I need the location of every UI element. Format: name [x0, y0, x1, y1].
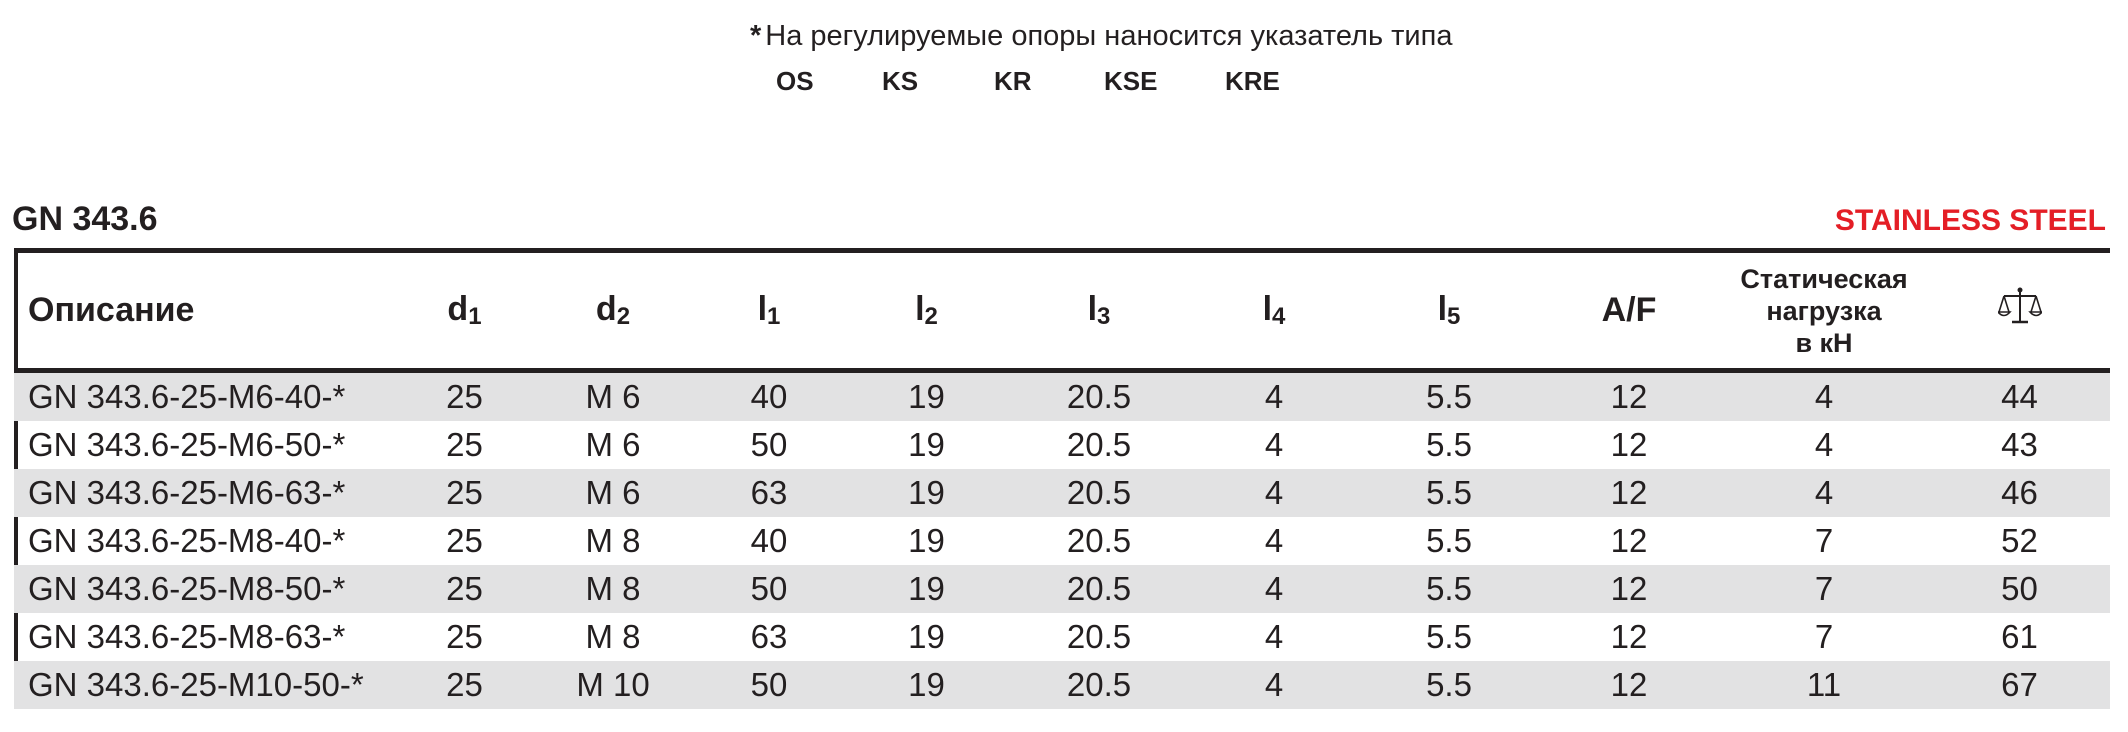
cell-l5: 5.5	[1359, 371, 1539, 422]
cell-l5: 5.5	[1426, 426, 1472, 463]
cell-load: 11	[1719, 661, 1929, 709]
material-label: STAINLESS STEEL	[1834, 204, 2106, 237]
cell-l5: 5.5	[1426, 618, 1472, 655]
cell-desc: GN 343.6-25-M6-63-*	[14, 469, 397, 517]
cell-l4: 4	[1189, 371, 1359, 422]
cell-d2: M 8	[585, 522, 641, 559]
cell-af: 12	[1539, 371, 1719, 422]
table-row	[14, 565, 2110, 613]
cell-d2: M 8	[585, 618, 641, 655]
cell-weight: 46	[1929, 469, 2110, 517]
table-row	[14, 661, 2110, 709]
header-l3: $l_3$	[1009, 253, 1189, 371]
cell-d1: 25	[397, 565, 532, 613]
cell-l4: 4	[1264, 618, 1284, 655]
type-ks: KS	[882, 66, 919, 96]
cell-weight: 61	[2001, 618, 2038, 655]
table-row	[14, 517, 2110, 565]
header-l1: $l_1$	[694, 253, 844, 371]
scale-icon	[1998, 286, 2042, 335]
cell-l4: 4	[1264, 522, 1284, 559]
cell-d1: 25	[446, 522, 483, 559]
cell-desc: GN 343.6-25-M8-40-*	[28, 522, 346, 559]
cell-desc: GN 343.6-25-M8-63-*	[28, 618, 346, 655]
cell-l5: 5.5	[1359, 565, 1539, 613]
cell-l1: 50	[694, 565, 844, 613]
cell-af: 12	[1610, 522, 1648, 559]
cell-l2: 19	[908, 426, 945, 463]
cell-d1: 25	[446, 618, 483, 655]
cell-af: 12	[1539, 469, 1719, 517]
cell-l3: 20.5	[1009, 469, 1189, 517]
cell-l1: 40	[694, 371, 844, 422]
cell-l1: 50	[750, 426, 788, 463]
cell-l1: 63	[750, 618, 788, 655]
cell-d1: 25	[446, 426, 483, 463]
type-indicator-list	[0, 66, 2128, 106]
type-kr: KR	[994, 66, 1032, 96]
cell-load: 7	[1814, 618, 1834, 655]
cell-l4: 4	[1189, 565, 1359, 613]
header-description: Описание	[14, 253, 397, 371]
header-l5: $l_5$	[1359, 253, 1539, 371]
cell-af: 12	[1610, 618, 1648, 655]
cell-d2: M 6	[585, 426, 641, 463]
cell-l4: 4	[1189, 661, 1359, 709]
table-header-row	[14, 253, 2110, 371]
cell-d1: 25	[397, 371, 532, 422]
header-af: A/F	[1539, 253, 1719, 371]
cell-desc: GN 343.6-25-M10-50-*	[14, 661, 397, 709]
cell-af: 12	[1539, 565, 1719, 613]
header-d1: $d_1$	[397, 253, 532, 371]
cell-d2: M 8	[532, 565, 694, 613]
cell-desc: GN 343.6-25-M6-50-*	[28, 426, 346, 463]
cell-d2: M 10	[532, 661, 694, 709]
cell-desc: GN 343.6-25-M6-40-*	[14, 371, 397, 422]
cell-l2: 19	[844, 371, 1009, 422]
cell-l1: 50	[694, 661, 844, 709]
cell-l2: 19	[844, 469, 1009, 517]
cell-af: 12	[1539, 661, 1719, 709]
cell-d2: M 6	[532, 469, 694, 517]
cell-d1: 25	[397, 469, 532, 517]
cell-l4: 4	[1189, 469, 1359, 517]
type-note-text: На регулируемые опоры наносится указатель типа	[765, 20, 1453, 52]
cell-l1: 40	[750, 522, 788, 559]
header-d2: $d_2$	[532, 253, 694, 371]
cell-l5: 5.5	[1359, 469, 1539, 517]
cell-weight: 67	[1929, 661, 2110, 709]
cell-d1: 25	[397, 661, 532, 709]
cell-l2: 19	[908, 522, 945, 559]
header-weight	[1929, 253, 2110, 371]
type-note	[750, 20, 1452, 53]
cell-weight: 52	[2001, 522, 2038, 559]
header-static-load: Статическая нагрузка в кН	[1719, 253, 1929, 371]
cell-l2: 19	[908, 618, 945, 655]
cell-l3: 20.5	[1009, 371, 1189, 422]
cell-load: 4	[1719, 469, 1929, 517]
cell-l3: 20.5	[1009, 565, 1189, 613]
product-code: GN 343.6	[12, 200, 158, 238]
cell-l2: 19	[844, 661, 1009, 709]
cell-load: 4	[1719, 371, 1929, 422]
cell-l3: 20.5	[1009, 661, 1189, 709]
asterisk-mark: *	[750, 20, 762, 52]
cell-l4: 4	[1264, 426, 1284, 463]
cell-af: 12	[1610, 426, 1648, 463]
table-row	[14, 469, 2110, 517]
type-os: OS	[776, 66, 814, 96]
type-kse: KSE	[1104, 66, 1158, 96]
type-kre: KRE	[1225, 66, 1280, 96]
cell-l5: 5.5	[1426, 522, 1472, 559]
cell-l3: 20.5	[1066, 522, 1132, 559]
table-row	[14, 421, 2110, 469]
cell-l5: 5.5	[1359, 661, 1539, 709]
cell-weight: 50	[1929, 565, 2110, 613]
cell-load: 7	[1719, 565, 1929, 613]
cell-d2: M 6	[532, 371, 694, 422]
cell-l3: 20.5	[1066, 426, 1132, 463]
cell-weight: 43	[2001, 426, 2038, 463]
cell-load: 4	[1814, 426, 1834, 463]
table-row	[14, 371, 2110, 422]
header-l4: $l_4$	[1189, 253, 1359, 371]
cell-l3: 20.5	[1066, 618, 1132, 655]
header-l2: $l_2$	[844, 253, 1009, 371]
cell-load: 7	[1814, 522, 1834, 559]
table-row	[14, 613, 2110, 661]
cell-l1: 63	[694, 469, 844, 517]
cell-l2: 19	[844, 565, 1009, 613]
cell-weight: 44	[1929, 371, 2110, 422]
cell-desc: GN 343.6-25-M8-50-*	[14, 565, 397, 613]
